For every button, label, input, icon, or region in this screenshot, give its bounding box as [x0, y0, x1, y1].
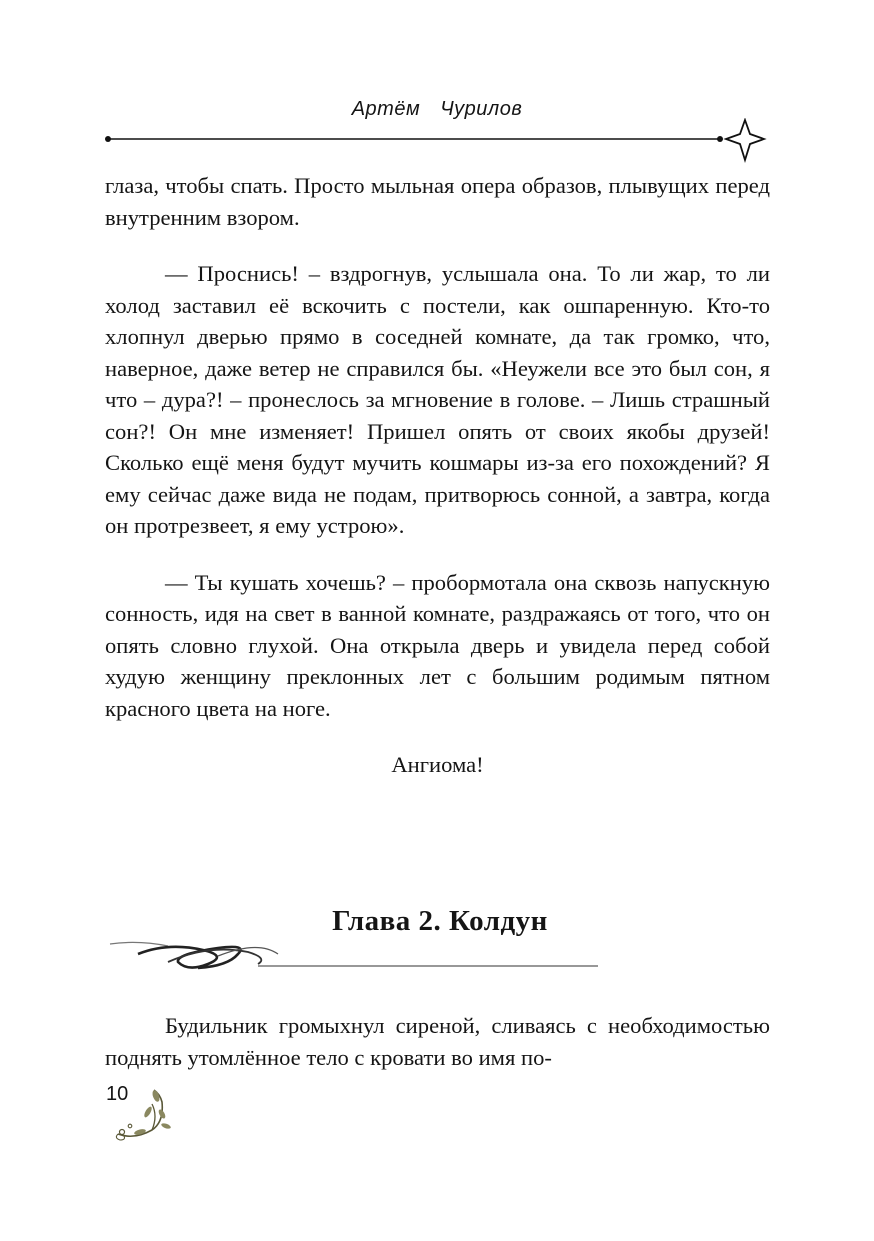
paragraph-continuation: глаза, чтобы спать. Просто мыльная опера образов, плывущих перед внутренним взором. — [105, 173, 770, 230]
header-rule-star-ornament — [100, 118, 780, 164]
page-body — [105, 170, 770, 781]
paragraph-exclamation: Ангиома! — [391, 752, 484, 777]
page-number: 10 — [106, 1083, 129, 1105]
chapter-flourish-ornament — [108, 932, 608, 974]
running-header-author: Артём Чурилов — [351, 98, 523, 120]
paragraph-dialogue-wake: — Проснись! – вздрогнув, услышала она. То ли жар, то ли холод заставил её вскочить с постели, как ошпаренную. Кто-то хлопнул дверью прямо в соседней комнате, да так громко, что, наверное, даже ветер не справился бы. «Неужели все это был сон, я что – дура?! – пронеслось за мгновение в голове. – Лишь страшный сон?! Он мне изменяет! Пришел опять от своих якобы друзей! Сколько ещё меня будут мучить кошмары из-за его похождений? Я ему сейчас даже вида не подам, притворюсь сонной, а завтра, когда он протрезвеет, я ему устрою». — [105, 261, 770, 538]
floral-corner-ornament-icon — [112, 1086, 174, 1146]
paragraph-dialogue-hungry: — Ты кушать хочешь? – пробормотала она сквозь напускную сонность, идя на свет в ванной комнате, раздражаясь от того, что он опять словно глухой. Она открыла дверь и увидела перед собой худую женщину преклонных лет с большим родимым пятном красного цвета на ноге. — [105, 569, 770, 721]
chapter-title: Глава 2. Колдун — [332, 905, 548, 937]
chapter-body — [105, 1010, 770, 1073]
paragraph-alarm: Будильник громыхнул сиреной, сливаясь с необходимостью поднять утомлённое тело с кровати во имя по- — [105, 1013, 770, 1070]
